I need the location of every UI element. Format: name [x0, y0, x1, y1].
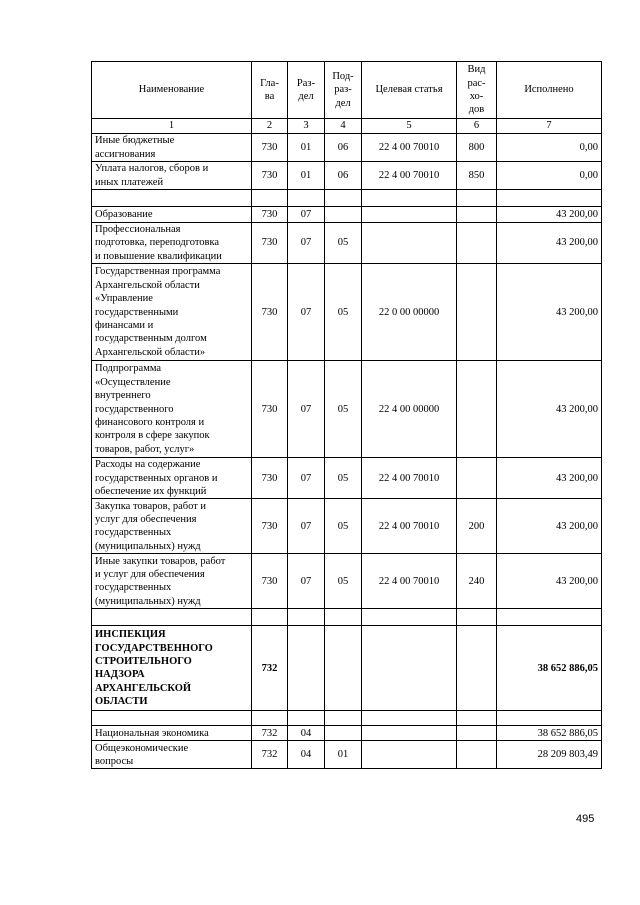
cell-podrazdel: 05 [325, 264, 362, 361]
cell-name [92, 190, 252, 207]
header-ispolneno: Исполнено [497, 62, 602, 119]
table-row [92, 609, 602, 626]
table-row [92, 207, 602, 223]
cell-glava: 730 [252, 499, 288, 554]
cell-name: Иные бюджетные ассигнования [92, 134, 252, 162]
cell-glava: 730 [252, 223, 288, 264]
cell-razdel: 07 [288, 264, 325, 361]
cell-glava [252, 711, 288, 726]
cell-ispolneno: 38 652 886,05 [497, 726, 602, 741]
cell-podrazdel [325, 711, 362, 726]
cell-ispolneno: 43 200,00 [497, 223, 602, 264]
header-row [92, 62, 602, 119]
column-number-row [92, 119, 602, 134]
cell-razdel [288, 626, 325, 711]
table-body [92, 134, 602, 769]
column-number: 3 [288, 119, 325, 134]
header-razdel: Раз- дел [288, 62, 325, 119]
cell-celevaya-statya [362, 741, 457, 769]
table-row [92, 264, 602, 361]
header-vid-rashodov: Вид рас- хо- дов [457, 62, 497, 119]
cell-razdel: 07 [288, 207, 325, 223]
column-number: 2 [252, 119, 288, 134]
cell-name: ИНСПЕКЦИЯ ГОСУДАРСТВЕННОГО СТРОИТЕЛЬНОГО НАДЗОРА АРХАНГЕЛЬСКОЙ ОБЛАСТИ [92, 626, 252, 711]
cell-ispolneno [497, 609, 602, 626]
cell-name: Общеэкономические вопросы [92, 741, 252, 769]
table-row [92, 626, 602, 711]
cell-razdel: 04 [288, 741, 325, 769]
cell-podrazdel: 05 [325, 554, 362, 609]
cell-celevaya-statya: 22 4 00 70010 [362, 499, 457, 554]
cell-glava: 730 [252, 458, 288, 499]
cell-razdel: 07 [288, 499, 325, 554]
table-row [92, 741, 602, 769]
table-row [92, 223, 602, 264]
column-number: 4 [325, 119, 362, 134]
cell-ispolneno: 43 200,00 [497, 458, 602, 499]
cell-vid-rashodov [457, 609, 497, 626]
header-glava: Гла- ва [252, 62, 288, 119]
cell-razdel: 01 [288, 162, 325, 190]
cell-vid-rashodov [457, 626, 497, 711]
cell-vid-rashodov: 850 [457, 162, 497, 190]
table-row [92, 134, 602, 162]
cell-vid-rashodov [457, 207, 497, 223]
cell-celevaya-statya [362, 207, 457, 223]
cell-vid-rashodov [457, 458, 497, 499]
budget-execution-table [91, 61, 602, 769]
cell-vid-rashodov: 200 [457, 499, 497, 554]
cell-glava: 732 [252, 626, 288, 711]
cell-podrazdel [325, 207, 362, 223]
cell-glava: 732 [252, 741, 288, 769]
cell-podrazdel: 05 [325, 458, 362, 499]
cell-ispolneno: 43 200,00 [497, 361, 602, 458]
cell-ispolneno [497, 711, 602, 726]
cell-glava: 730 [252, 162, 288, 190]
cell-name [92, 711, 252, 726]
cell-podrazdel [325, 626, 362, 711]
cell-celevaya-statya: 22 0 00 00000 [362, 264, 457, 361]
cell-celevaya-statya [362, 190, 457, 207]
cell-vid-rashodov: 800 [457, 134, 497, 162]
cell-vid-rashodov [457, 190, 497, 207]
table-row [92, 711, 602, 726]
cell-podrazdel: 05 [325, 499, 362, 554]
cell-name: Закупка товаров, работ и услуг для обеспечения государственных (муниципальных) нужд [92, 499, 252, 554]
cell-vid-rashodov [457, 223, 497, 264]
cell-razdel: 07 [288, 554, 325, 609]
cell-celevaya-statya: 22 4 00 70010 [362, 134, 457, 162]
header-celevaya-statya: Целевая статья [362, 62, 457, 119]
cell-ispolneno: 43 200,00 [497, 207, 602, 223]
table-row [92, 499, 602, 554]
cell-vid-rashodov [457, 741, 497, 769]
cell-vid-rashodov [457, 264, 497, 361]
cell-podrazdel: 06 [325, 162, 362, 190]
column-number: 5 [362, 119, 457, 134]
cell-name: Расходы на содержание государственных органов и обеспечение их функций [92, 458, 252, 499]
cell-razdel: 07 [288, 361, 325, 458]
header-name: Наименование [92, 62, 252, 119]
cell-glava: 730 [252, 134, 288, 162]
cell-celevaya-statya [362, 711, 457, 726]
page-number: 495 [576, 813, 595, 825]
cell-podrazdel: 01 [325, 741, 362, 769]
cell-glava: 730 [252, 554, 288, 609]
cell-podrazdel [325, 609, 362, 626]
cell-podrazdel [325, 726, 362, 741]
cell-name: Иные закупки товаров, работ и услуг для обеспечения государственных (муниципальных) нужд [92, 554, 252, 609]
header-podrazdel: Под- раз- дел [325, 62, 362, 119]
cell-name: Государственная программа Архангельской области «Управление государственными финансами и государственным долгом Архангельской области» [92, 264, 252, 361]
column-number: 7 [497, 119, 602, 134]
table-row [92, 726, 602, 741]
cell-vid-rashodov: 240 [457, 554, 497, 609]
cell-glava: 730 [252, 264, 288, 361]
cell-celevaya-statya [362, 223, 457, 264]
cell-podrazdel [325, 190, 362, 207]
cell-ispolneno: 0,00 [497, 162, 602, 190]
table-row [92, 190, 602, 207]
cell-glava [252, 190, 288, 207]
cell-celevaya-statya: 22 4 00 00000 [362, 361, 457, 458]
cell-razdel: 07 [288, 458, 325, 499]
cell-name: Образование [92, 207, 252, 223]
cell-razdel [288, 711, 325, 726]
cell-celevaya-statya [362, 609, 457, 626]
cell-name: Подпрограмма «Осуществление внутреннего государственного финансового контроля и контроля в сфере закупок товаров, работ, услуг» [92, 361, 252, 458]
cell-name: Уплата налогов, сборов и иных платежей [92, 162, 252, 190]
table-row [92, 458, 602, 499]
cell-podrazdel: 05 [325, 223, 362, 264]
cell-celevaya-statya: 22 4 00 70010 [362, 554, 457, 609]
cell-ispolneno: 28 209 803,49 [497, 741, 602, 769]
cell-razdel: 04 [288, 726, 325, 741]
cell-razdel [288, 609, 325, 626]
table-row [92, 162, 602, 190]
cell-name [92, 609, 252, 626]
cell-ispolneno [497, 190, 602, 207]
cell-vid-rashodov [457, 361, 497, 458]
cell-ispolneno: 0,00 [497, 134, 602, 162]
cell-name: Национальная экономика [92, 726, 252, 741]
cell-glava: 730 [252, 361, 288, 458]
cell-ispolneno: 43 200,00 [497, 264, 602, 361]
cell-celevaya-statya: 22 4 00 70010 [362, 162, 457, 190]
column-number: 6 [457, 119, 497, 134]
cell-celevaya-statya [362, 626, 457, 711]
cell-ispolneno: 43 200,00 [497, 499, 602, 554]
cell-glava [252, 609, 288, 626]
cell-celevaya-statya [362, 726, 457, 741]
cell-podrazdel: 05 [325, 361, 362, 458]
cell-vid-rashodov [457, 726, 497, 741]
cell-ispolneno: 43 200,00 [497, 554, 602, 609]
cell-celevaya-statya: 22 4 00 70010 [362, 458, 457, 499]
cell-podrazdel: 06 [325, 134, 362, 162]
cell-name: Профессиональная подготовка, переподготовка и повышение квалификации [92, 223, 252, 264]
table-row [92, 361, 602, 458]
cell-razdel: 01 [288, 134, 325, 162]
table-row [92, 554, 602, 609]
cell-razdel [288, 190, 325, 207]
cell-ispolneno: 38 652 886,05 [497, 626, 602, 711]
column-number: 1 [92, 119, 252, 134]
cell-vid-rashodov [457, 711, 497, 726]
cell-razdel: 07 [288, 223, 325, 264]
cell-glava: 732 [252, 726, 288, 741]
cell-glava: 730 [252, 207, 288, 223]
